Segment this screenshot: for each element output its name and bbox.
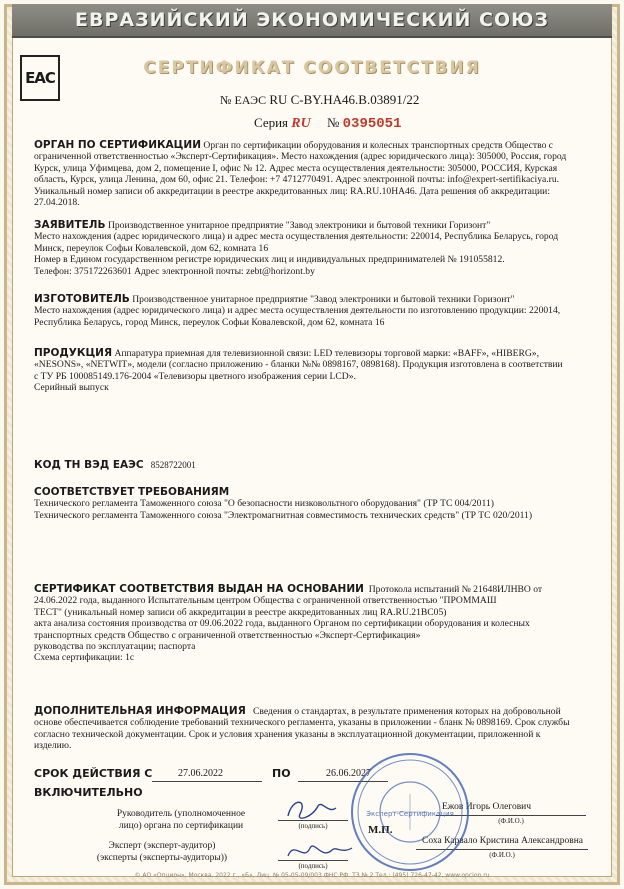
basis-heading: СЕРТИФИКАТ СООТВЕТСТВИЯ ВЫДАН НА ОСНОВАНИИ	[34, 583, 364, 595]
applicant-line: Производственное унитарное предприятие "Завод электроники и бытовой техники Горизонт"	[107, 220, 491, 231]
series-no-label: №	[327, 115, 340, 130]
manufacturer-heading: ИЗГОТОВИТЕЛЬ	[34, 293, 130, 305]
expert-fio-caption: (Ф.И.О.)	[489, 851, 515, 859]
product-line: Аппаратура приемная для телевизионной связи: LED телевизоры торговой марки: «BAFF», «HIBERG»,	[114, 348, 540, 359]
applicant-line: Номер в Едином государственном регистре юридических лиц и индивидуальных предпринимателей № 191055812.	[34, 254, 505, 266]
additional-line: изделию.	[34, 740, 72, 752]
section-applicant	[34, 220, 590, 277]
organ-line: область, Курск, улица Ленина, дом 60, офис 21. Телефон: +7 4712770491. Адрес электронной почты: info@expert-sertifikaciya.ru.	[34, 174, 560, 186]
manufacturer-line: Место нахождения (адрес юридического лица) и адрес места осуществления деятельности по изготовлению продукции: 220014,	[34, 305, 561, 317]
manufacturer-line: Республика Беларусь, город Минск, переулок Софьи Ковалевской, дом 62, комната 16	[34, 316, 385, 328]
number-label: № ЕАЭС	[220, 93, 267, 107]
organ-heading: ОРГАН ПО СЕРТИФИКАЦИИ	[34, 139, 202, 151]
applicant-line: Минск, переулок Софьи Ковалевской, дом 62, комната 16	[34, 242, 269, 254]
additional-line: Сведения о стандартах, в результате применения которых на добровольной	[253, 706, 561, 717]
head-fio-caption: (Ф.И.О.)	[498, 817, 524, 825]
applicant-line: Телефон: 375172263601 Адрес электронной почты: zebt@horizont.by	[34, 265, 315, 277]
section-basis	[34, 584, 590, 664]
basis-line: Схема сертификации: 1с	[34, 652, 135, 664]
organ-line: Курск, улица Уфимцева, дом 2, помещение I, офис № 12. Адрес места осуществления деятельности: 305000, РОССИЯ, Курская	[34, 162, 558, 174]
head-label-line: Руководитель (уполномоченное	[116, 809, 246, 819]
head-label-line: лицо) органа по сертификации	[118, 821, 244, 831]
head-sign-line	[278, 820, 348, 821]
section-additional	[34, 706, 590, 752]
basis-line: транспортных средств Общество с ограниченной ответственностью «Эксперт-Сертификация»	[34, 629, 421, 641]
series-line	[254, 115, 401, 132]
series-label: Серия	[254, 115, 289, 130]
stamp-text: Эксперт-Сертификация	[366, 810, 454, 818]
additional-heading: ДОПОЛНИТЕЛЬНАЯ ИНФОРМАЦИЯ	[34, 705, 246, 717]
basis-line: 24.06.2022 года, выданного Испытательным центром Общества с ограниченной ответственностью "ПРОММАШ	[34, 595, 497, 607]
certificate-number: RU C-BY.HA46.B.03891/22	[269, 92, 420, 107]
section-code	[34, 460, 590, 471]
expert-label-line: (эксперты (эксперты-аудиторы))	[96, 853, 228, 863]
manufacturer-line: Производственное унитарное предприятие "Завод электроники и бытовой техники Горизонт"	[132, 294, 515, 305]
series-number: 0395051	[342, 116, 402, 132]
union-banner	[12, 4, 612, 38]
organ-line: Уникальный номер записи об аккредитации в реестре аккредитованных лиц: RA.RU.10HA46. Дата решения об аккредитации:	[34, 185, 550, 197]
organ-line: 27.04.2018.	[34, 197, 80, 209]
section-product	[34, 348, 590, 394]
basis-line: Протокола испытаний № 21648ИЛНВО от	[368, 584, 543, 595]
date-to: 26.06.2027	[326, 768, 371, 779]
requirements-line: Технического регламента Таможенного союза "Электромагнитная совместимость технических средств" (ТР ТС 020/2011)	[34, 509, 533, 521]
product-line: Серийный выпуск	[34, 382, 109, 394]
expert-label	[62, 840, 262, 864]
series-value: RU	[291, 116, 311, 131]
union-title: ЕВРАЗИЙСКИЙ ЭКОНОМИЧЕСКИЙ СОЮЗ	[75, 9, 549, 31]
certificate-title: СЕРТИФИКАТ СООТВЕТСТВИЯ	[143, 58, 481, 78]
additional-line: основе обеспечивается соблюдение требований технического регламента, указаны в приложении - бланк № 0898169. Срок службы	[34, 717, 570, 729]
product-line: с ТУ РБ 100085149.176-2004 «Телевизоры цветного изображения серии LCD».	[34, 370, 356, 382]
section-requirements	[34, 487, 590, 521]
date-from: 27.06.2022	[178, 768, 223, 779]
validity-inclusive: ВКЛЮЧИТЕЛЬНО	[34, 786, 143, 800]
to-label: ПО	[272, 767, 291, 780]
section-manufacturer	[34, 294, 590, 328]
section-organ	[34, 140, 590, 208]
mp-label: М.П.	[368, 824, 393, 836]
product-line: «NESONS», «NETWIT», модели (согласно приложению - бланки №№ 0898167, 0898168). Продукция изготовлена в соответствии	[34, 359, 563, 371]
head-label	[86, 808, 276, 832]
certificate-number-line	[220, 92, 419, 108]
applicant-line: Место нахождения (адрес юридического лица) и адрес места осуществления деятельности: 220014, Республика Беларусь, город	[34, 231, 559, 243]
requirements-heading: СООТВЕТСТВУЕТ ТРЕБОВАНИЯМ	[34, 486, 230, 498]
date-from-line	[152, 781, 262, 782]
expert-sign-caption: (подпись)	[298, 862, 328, 870]
footer-imprint: © АО «Опцион», Москва, 2022 г., «Б», Лиц. № 05-05-09/003 ФНС РФ. ТЗ № 2.Тел.: (495) 726-47-42, www.opcion.ru	[134, 872, 490, 879]
seal-stamp-icon	[348, 750, 472, 874]
organ-line: ограниченной ответственностью «Эксперт-Сертификация». Место нахождения (адрес юридического лица): 305000, Россия, город	[34, 151, 567, 163]
basis-line: акта анализа состояния производства от 09.06.2022 года, выданного Органом по сертификации оборудования и колесных	[34, 618, 530, 630]
applicant-heading: ЗАЯВИТЕЛЬ	[34, 219, 106, 231]
eac-logo: ЕАС	[20, 55, 60, 101]
validity-heading: СРОК ДЕЙСТВИЯ С	[34, 767, 153, 780]
head-name: Ежов Игорь Олегович	[442, 802, 532, 812]
basis-line: руководства по эксплуатации; паспорта	[34, 641, 196, 653]
product-heading: ПРОДУКЦИЯ	[34, 347, 113, 359]
code-heading: КОД ТН ВЭД ЕАЭС	[34, 459, 144, 471]
expert-sign-line	[278, 860, 348, 861]
expert-label-line: Эксперт (эксперт-аудитор)	[108, 841, 216, 851]
additional-line: согласно технической документации. Срок и условия хранения указаны в эксплуатационной документации, приложенной к	[34, 728, 541, 740]
requirements-line: Технического регламента Таможенного союза "О безопасности низковольтного оборудования" (ТР ТС 004/2011)	[34, 498, 494, 510]
expert-name: Соха Карвало Кристина Александровна	[422, 836, 584, 846]
basis-line: ТЕСТ" (уникальный номер записи об аккредитации в реестре аккредитованных лиц RA.RU.21BC05)	[34, 606, 447, 618]
code-value: 8528722001	[150, 460, 196, 470]
organ-line: Орган по сертификации оборудования и колесных транспортных средств Общество с	[203, 140, 554, 151]
head-sign-caption: (подпись)	[298, 822, 328, 830]
